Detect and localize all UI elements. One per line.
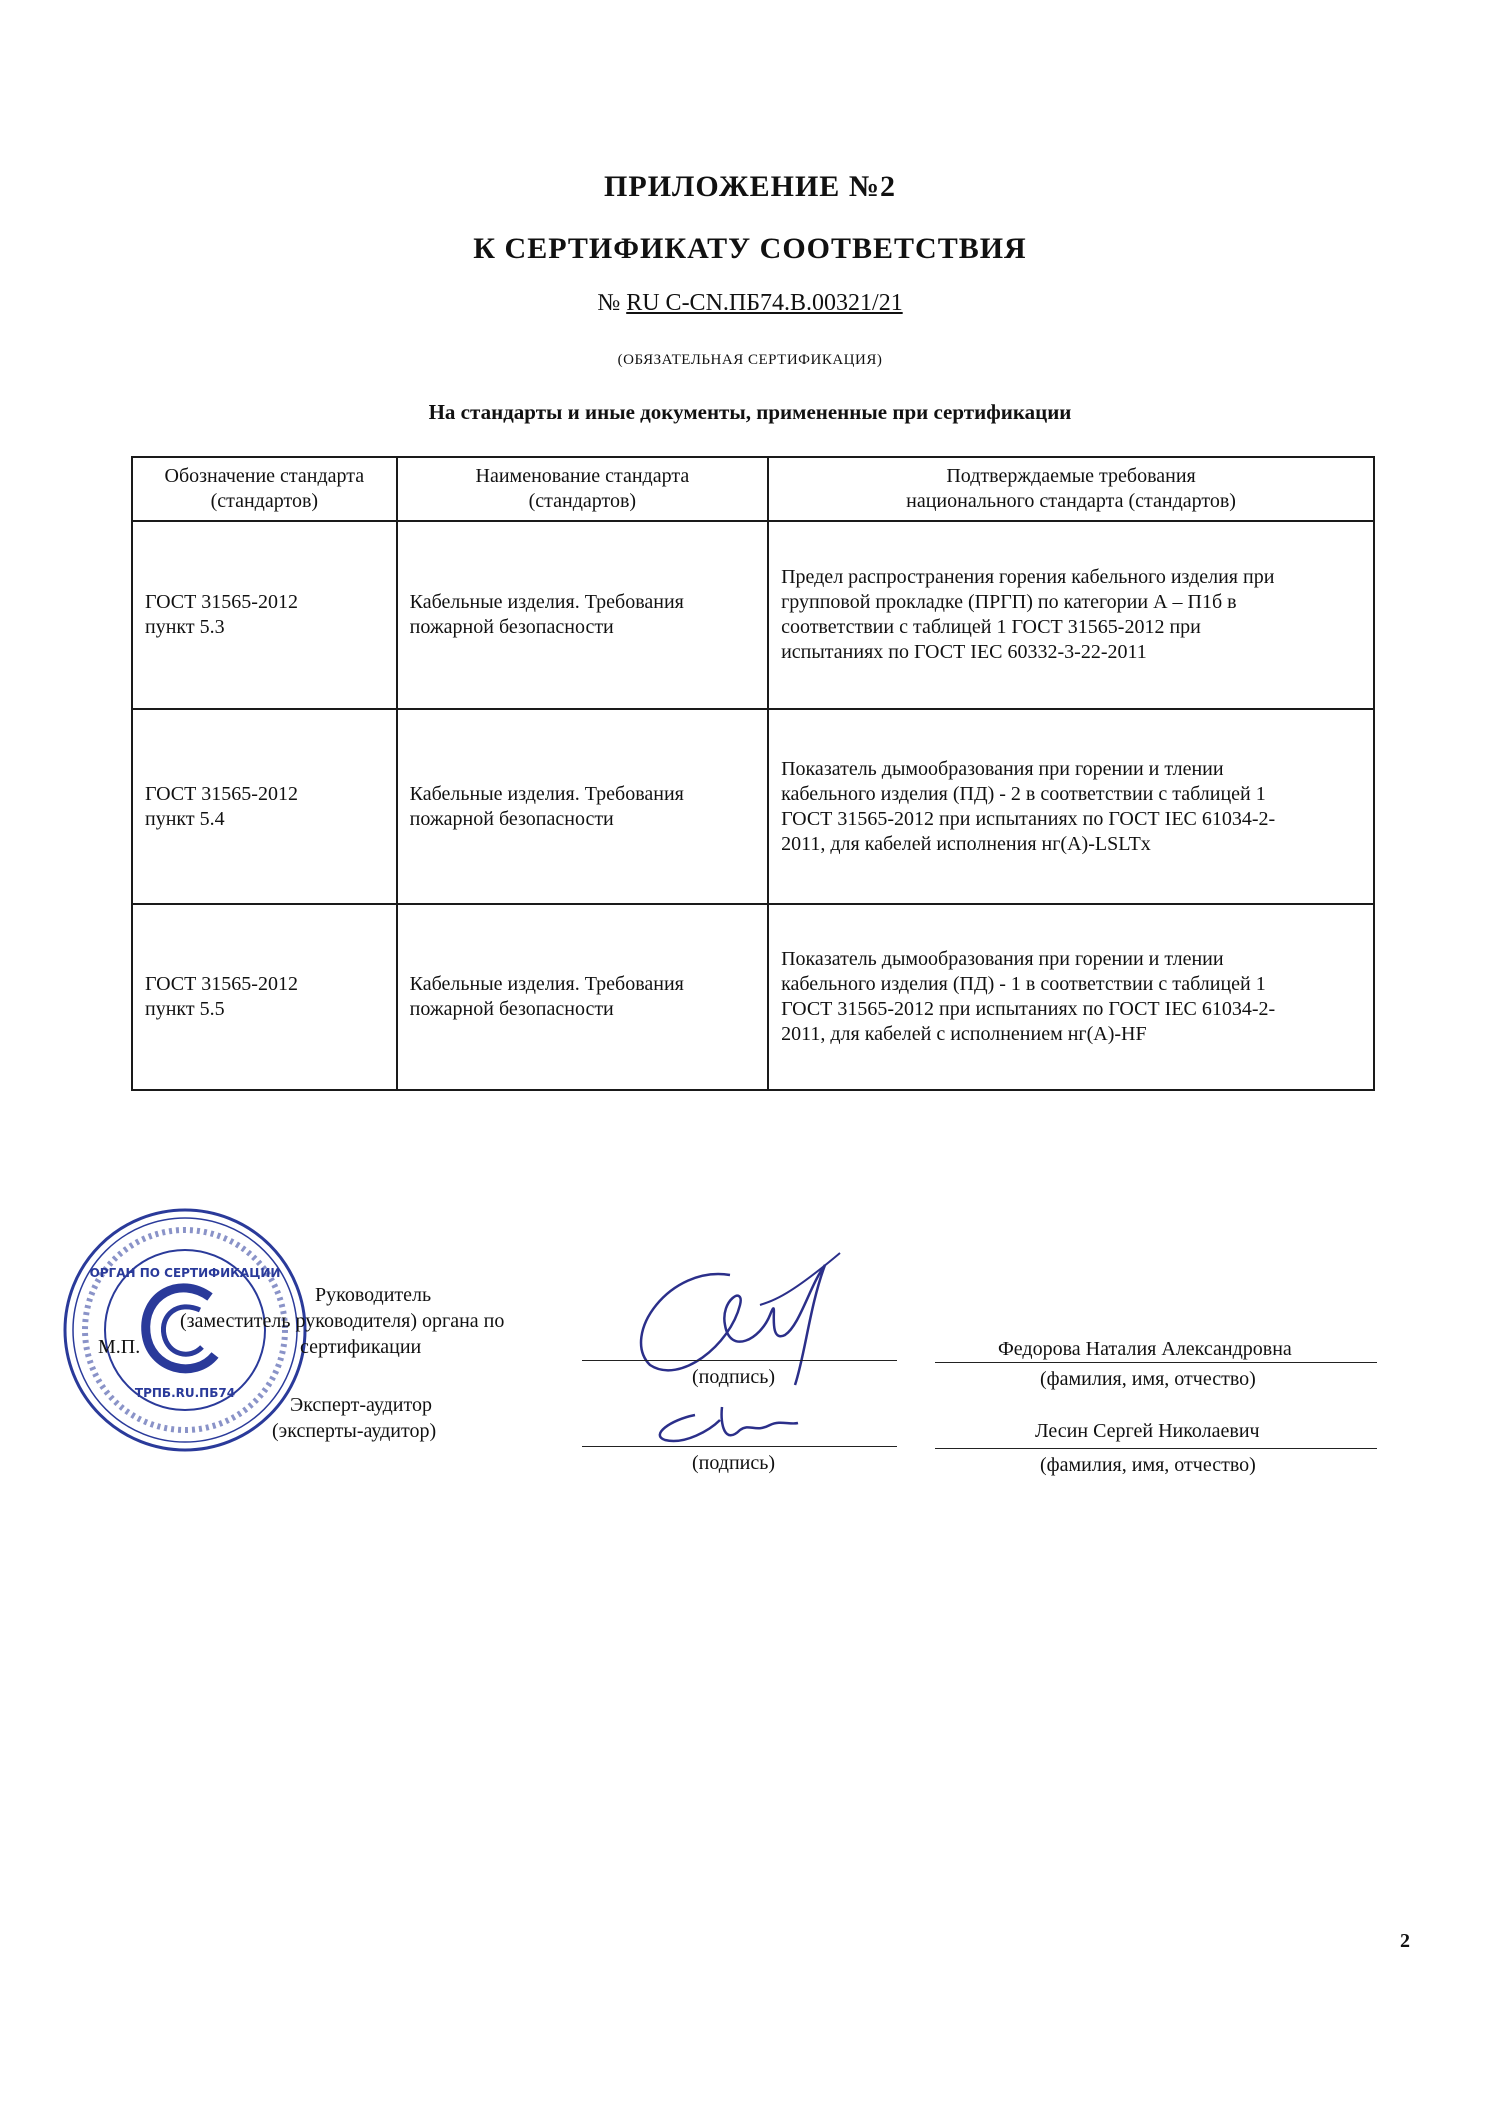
cell-name: Кабельные изделия. Требования пожарной безопасности	[397, 904, 768, 1090]
cell-requirements: Предел распространения горения кабельного изделия при групповой прокладке (ПРГП) по категории А – П1б в соответствии с таблицей 1 ГОСТ 31565-2012 при испытаниях по ГОСТ IEC 60332-3-22-2011	[768, 521, 1374, 709]
header-designation: Обозначение стандарта (стандартов)	[132, 457, 397, 521]
cell-designation: ГОСТ 31565-2012 пункт 5.3	[132, 521, 397, 709]
head-name: Федорова Наталия Александровна	[998, 1338, 1292, 1360]
table-row	[132, 709, 1374, 904]
cert-prefix: №	[597, 290, 621, 316]
cell-requirements: Показатель дымообразования при горении и тлении кабельного изделия (ПД) - 1 в соответствии с таблицей 1 ГОСТ 31565-2012 при испытаниях по ГОСТ IEC 61034-2- 2011, для кабелей с исполнением нг(А)-HF	[768, 904, 1374, 1090]
stamp-inner-ring-text: ОРГАН ПО СЕРТИФИКАЦИИ	[89, 1266, 281, 1280]
header-requirements: Подтверждаемые требования национального стандарта (стандартов)	[768, 457, 1374, 521]
expert-name: Лесин Сергей Николаевич	[1035, 1420, 1260, 1442]
cell-designation: ГОСТ 31565-2012 пункт 5.5	[132, 904, 397, 1090]
expert-signature-line	[582, 1446, 897, 1447]
head-label-line1: Руководитель	[315, 1284, 432, 1306]
expert-name-caption: (фамилия, имя, отчество)	[1040, 1454, 1256, 1476]
head-signature-caption: (подпись)	[692, 1366, 776, 1388]
mp-label: М.П.	[98, 1336, 141, 1358]
head-signature-line	[582, 1360, 897, 1361]
cell-name: Кабельные изделия. Требования пожарной безопасности	[397, 709, 768, 904]
expert-signature-caption: (подпись)	[692, 1452, 776, 1474]
expert-label-line1: Эксперт-аудитор	[290, 1394, 432, 1416]
head-label-line2: (заместитель руководителя) органа по	[180, 1310, 505, 1332]
head-label-line3: сертификации	[300, 1336, 422, 1358]
table-row	[132, 904, 1374, 1090]
cert-number-value: RU C-CN.ПБ74.В.00321/21	[626, 290, 903, 316]
cell-name: Кабельные изделия. Требования пожарной безопасности	[397, 521, 768, 709]
head-name-line	[935, 1362, 1377, 1363]
page-number: 2	[1400, 1930, 1410, 1952]
table-header-row	[132, 457, 1374, 521]
title-line-2: К СЕРТИФИКАТУ СООТВЕТСТВИЯ	[473, 232, 1027, 265]
standards-table	[131, 456, 1375, 1091]
mandatory-note: (ОБЯЗАТЕЛЬНАЯ СЕРТИФИКАЦИЯ)	[617, 352, 883, 368]
head-name-caption: (фамилия, имя, отчество)	[1040, 1368, 1256, 1390]
stamp-center-text: ТРПБ.RU.ПБ74	[134, 1386, 236, 1400]
certificate-number	[0, 290, 1500, 317]
expert-name-line	[935, 1448, 1377, 1449]
header-name: Наименование стандарта (стандартов)	[397, 457, 768, 521]
cell-designation: ГОСТ 31565-2012 пункт 5.4	[132, 709, 397, 904]
expert-label-line2: (эксперты-аудитор)	[272, 1420, 437, 1442]
table-row	[132, 521, 1374, 709]
table-subtitle: На стандарты и иные документы, примененные при сертификации	[428, 400, 1072, 424]
title-line-1: ПРИЛОЖЕНИЕ №2	[604, 170, 896, 203]
cell-requirements: Показатель дымообразования при горении и тлении кабельного изделия (ПД) - 2 в соответствии с таблицей 1 ГОСТ 31565-2012 при испытаниях по ГОСТ IEC 61034-2- 2011, для кабелей исполнения нг(А)-LSLTx	[768, 709, 1374, 904]
